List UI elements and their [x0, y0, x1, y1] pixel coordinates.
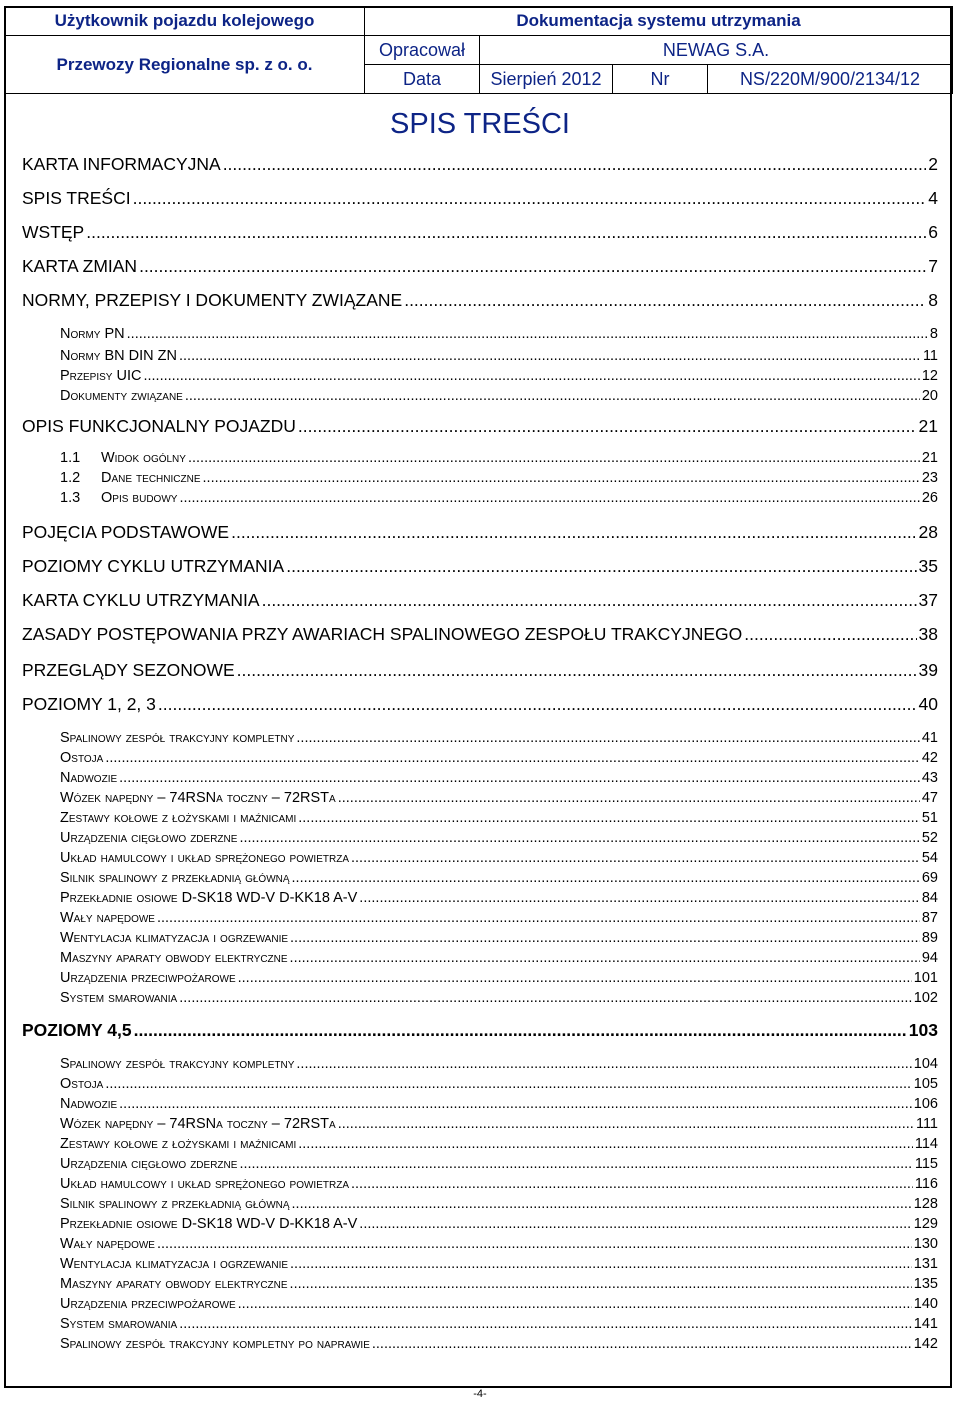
- toc-entry-page: 52: [921, 830, 938, 846]
- toc-leader-dots: [185, 388, 920, 404]
- toc-entry[interactable]: [60, 830, 938, 846]
- toc-entry-label: PRZEGLĄDY SEZONOWE: [22, 660, 235, 680]
- toc-entry[interactable]: [22, 416, 938, 437]
- toc-entry[interactable]: [22, 590, 938, 611]
- toc-entry-label: 1.3 Opis budowy: [60, 490, 178, 506]
- toc-entry-page: 87: [921, 910, 938, 926]
- toc-entry[interactable]: [60, 1296, 938, 1312]
- toc-entry-label: 1.2 Dane techniczne: [60, 470, 201, 486]
- toc-entry[interactable]: [60, 1216, 938, 1232]
- toc-entry-page: 41: [921, 730, 938, 746]
- toc-entry-page: 140: [913, 1296, 938, 1312]
- toc-leader-dots: [298, 810, 920, 826]
- toc-entry-page: 8: [929, 326, 938, 342]
- toc-entry[interactable]: [60, 1316, 938, 1332]
- toc-leader-dots: [179, 1316, 912, 1332]
- toc-entry-label: Wentylacja klimatyzacja i ogrzewanie: [60, 930, 289, 946]
- toc-leader-dots: [231, 522, 916, 543]
- toc-entry-label: Wały napędowe: [60, 910, 155, 926]
- toc-entry[interactable]: [60, 1336, 938, 1352]
- toc-entry-page: 128: [913, 1196, 938, 1212]
- toc-entry-page: 37: [918, 590, 938, 610]
- toc-entry-label: Wały napędowe: [60, 1236, 155, 1252]
- toc-entry[interactable]: [22, 256, 938, 277]
- toc-leader-dots: [143, 368, 919, 384]
- toc-entry-label: Przekładnie osiowe D-SK18 WD-V D-KK18 A-V: [60, 1216, 358, 1232]
- toc-leader-dots: [290, 1276, 912, 1292]
- toc-entry-label: SPIS TREŚCI: [22, 188, 131, 208]
- toc-entry-page: 114: [914, 1136, 938, 1152]
- toc-entry-label: Nadwozie: [60, 770, 118, 786]
- toc-entry-page: 40: [918, 694, 938, 714]
- toc-entry-page: 101: [913, 970, 938, 986]
- toc-entry-page: 7: [928, 256, 938, 276]
- toc-entry-label: Dokumenty związane: [60, 388, 183, 404]
- toc-entry-page: 20: [921, 388, 938, 404]
- toc-entry-page: 38: [918, 624, 938, 644]
- toc-entry[interactable]: [22, 1020, 938, 1041]
- toc-entry-label: Urządzenia przeciwpożarowe: [60, 1296, 236, 1312]
- toc-leader-dots: [372, 1336, 912, 1352]
- toc-entry[interactable]: [60, 730, 938, 746]
- toc-entry[interactable]: [22, 624, 938, 645]
- toc-entry-page: 84: [921, 890, 938, 906]
- toc-leader-dots: [179, 990, 912, 1006]
- toc-leader-dots: [134, 1020, 907, 1041]
- toc-entry-label: ZASADY POSTĘPOWANIA PRZY AWARIACH SPALINOWEGO ZESPOŁU TRAKCYJNEGO: [22, 624, 743, 644]
- toc-leader-dots: [86, 222, 926, 243]
- toc-leader-dots: [290, 1256, 912, 1272]
- nr-label: Nr: [613, 65, 708, 94]
- prepared-value: NEWAG S.A.: [480, 36, 953, 65]
- toc-leader-dots: [203, 470, 920, 486]
- toc-entry-page: 102: [913, 990, 938, 1006]
- toc-leader-dots: [359, 890, 920, 906]
- toc-entry-number: 1.3: [60, 490, 81, 506]
- toc-leader-dots: [157, 910, 920, 926]
- toc-entry-page: 28: [918, 522, 938, 542]
- toc-entry[interactable]: [22, 556, 938, 577]
- toc-entry[interactable]: [60, 930, 938, 946]
- toc-entry[interactable]: [60, 348, 938, 364]
- toc-entry-page: 4: [928, 188, 938, 208]
- toc-entry-label: POJĘCIA PODSTAWOWE: [22, 522, 230, 542]
- toc-entry-page: 115: [914, 1156, 938, 1172]
- toc-entry-label: OPIS FUNKCJONALNY POJAZDU: [22, 416, 296, 436]
- toc-leader-dots: [105, 750, 920, 766]
- toc-entry-label: Układ hamulcowy i układ sprężonego powietrza: [60, 1176, 349, 1192]
- toc-entry[interactable]: [60, 490, 938, 506]
- toc-entry[interactable]: [60, 890, 938, 906]
- toc-entry-page: 69: [921, 870, 938, 886]
- toc-entry-label: Nadwozie: [60, 1096, 118, 1112]
- toc-leader-dots: [239, 1156, 912, 1172]
- toc-entry-page: 135: [913, 1276, 938, 1292]
- toc-entry[interactable]: [60, 450, 938, 466]
- toc-leader-dots: [298, 416, 917, 437]
- toc-entry-label: WSTĘP: [22, 222, 85, 242]
- toc-entry-page: 104: [913, 1056, 938, 1072]
- toc-leader-dots: [338, 1116, 914, 1132]
- toc-entry[interactable]: [60, 388, 938, 404]
- toc-entry[interactable]: [60, 1236, 938, 1252]
- toc-entry-label: System smarowania: [60, 1316, 178, 1332]
- toc-leader-dots: [296, 1056, 911, 1072]
- toc-entry[interactable]: [22, 694, 938, 715]
- toc-entry[interactable]: [60, 326, 938, 342]
- toc-entry-label: Silnik spalinowy z przekładnią główną: [60, 870, 290, 886]
- toc-entry-number: 1.1: [60, 450, 81, 466]
- toc-leader-dots: [298, 1136, 913, 1152]
- toc-leader-dots: [351, 1176, 913, 1192]
- toc-leader-dots: [179, 348, 921, 364]
- toc-entry-label: Maszyny aparaty obwody elektryczne: [60, 950, 288, 966]
- toc-entry[interactable]: [60, 1116, 938, 1132]
- toc-entry[interactable]: [60, 1276, 938, 1292]
- toc-entry-label: Ostoja: [60, 1076, 104, 1092]
- toc-entry[interactable]: [60, 950, 938, 966]
- toc-entry-page: 21: [921, 450, 938, 466]
- toc-leader-dots: [179, 490, 919, 506]
- toc-entry-label: Wózek napędny – 74RSNa toczny – 72RSTa: [60, 1116, 336, 1132]
- toc-leader-dots: [292, 1196, 912, 1212]
- toc-entry[interactable]: [60, 790, 938, 806]
- toc-entry-label: KARTA CYKLU UTRZYMANIA: [22, 590, 260, 610]
- toc-entry[interactable]: [60, 770, 938, 786]
- toc-entry-page: 116: [914, 1176, 938, 1192]
- toc-leader-dots: [338, 790, 920, 806]
- toc-leader-dots: [158, 694, 917, 715]
- toc-leader-dots: [404, 290, 926, 311]
- toc-entry[interactable]: [22, 222, 938, 243]
- toc-entry-label: Układ hamulcowy i układ sprężonego powietrza: [60, 850, 349, 866]
- toc-entry-label: Spalinowy zespół trakcyjny kompletny: [60, 730, 295, 746]
- toc-entry-page: 39: [918, 660, 938, 680]
- toc-entry-page: 35: [918, 556, 938, 576]
- toc-entry-page: 11: [922, 348, 938, 364]
- toc-entry-label: Normy BN DIN ZN: [60, 348, 177, 364]
- toc-entry-page: 26: [921, 490, 938, 506]
- toc-entry-page: 47: [921, 790, 938, 806]
- toc-entry[interactable]: [60, 1076, 938, 1092]
- document-header: [4, 6, 953, 94]
- toc-entry-label: System smarowania: [60, 990, 178, 1006]
- toc-leader-dots: [290, 930, 920, 946]
- toc-entry[interactable]: [60, 1096, 938, 1112]
- toc-entry[interactable]: [60, 970, 938, 986]
- toc-entry-label: Spalinowy zespół trakcyjny kompletny: [60, 1056, 295, 1072]
- toc-entry-page: 23: [921, 470, 938, 486]
- toc-entry-page: 54: [921, 850, 938, 866]
- toc-entry[interactable]: [22, 660, 938, 681]
- toc-entry-label: Wózek napędny – 74RSNa toczny – 72RSTa: [60, 790, 336, 806]
- toc-entry[interactable]: [60, 1136, 938, 1152]
- toc-leader-dots: [296, 730, 919, 746]
- toc-entry-page: 129: [913, 1216, 938, 1232]
- toc-entry-page: 8: [928, 290, 938, 310]
- company-name: Przewozy Regionalne sp. z o. o.: [5, 36, 365, 94]
- toc-leader-dots: [105, 1076, 911, 1092]
- toc-entry-page: 43: [921, 770, 938, 786]
- toc-entry-label: Normy PN: [60, 326, 125, 342]
- toc-entry-label: Zestawy kołowe z łożyskami i maźnicami: [60, 810, 297, 826]
- toc-entry-label: Urządzenia cięgłowo zderzne: [60, 1156, 238, 1172]
- toc-entry-page: 89: [921, 930, 938, 946]
- toc-entry[interactable]: [22, 154, 938, 175]
- toc-entry-label: POZIOMY 4,5: [22, 1020, 132, 1040]
- toc-leader-dots: [351, 850, 920, 866]
- toc-entry-page: 141: [913, 1316, 938, 1332]
- toc-entry-page: 6: [928, 222, 938, 242]
- toc-leader-dots: [119, 770, 920, 786]
- toc-entry-label: Zestawy kołowe z łożyskami i maźnicami: [60, 1136, 297, 1152]
- toc-entry-number: 1.2: [60, 470, 81, 486]
- system-label: Dokumentacja systemu utrzymania: [365, 7, 953, 36]
- toc-entry-label: KARTA ZMIAN: [22, 256, 138, 276]
- toc-entry[interactable]: [60, 470, 938, 486]
- toc-leader-dots: [359, 1216, 912, 1232]
- toc-entry-label: Spalinowy zespół trakcyjny kompletny po naprawie: [60, 1336, 370, 1352]
- toc-leader-dots: [744, 624, 916, 645]
- toc-entry-page: 42: [921, 750, 938, 766]
- toc-entry[interactable]: [60, 990, 938, 1006]
- toc-entry-label: Urządzenia przeciwpożarowe: [60, 970, 236, 986]
- toc-entry-label: Maszyny aparaty obwody elektryczne: [60, 1276, 288, 1292]
- toc-leader-dots: [286, 556, 916, 577]
- toc-entry-label: Przekładnie osiowe D-SK18 WD-V D-KK18 A-V: [60, 890, 358, 906]
- toc-entry-label: Wentylacja klimatyzacja i ogrzewanie: [60, 1256, 289, 1272]
- toc-entry-page: 130: [913, 1236, 938, 1252]
- prepared-label: Opracował: [365, 36, 480, 65]
- toc-entry[interactable]: [60, 750, 938, 766]
- toc-entry-page: 131: [913, 1256, 938, 1272]
- nr-value: NS/220M/900/2134/12: [708, 65, 953, 94]
- toc-entry-label: Przepisy UIC: [60, 368, 142, 384]
- user-label: Użytkownik pojazdu kolejowego: [5, 7, 365, 36]
- toc-leader-dots: [290, 950, 920, 966]
- toc-entry[interactable]: [60, 910, 938, 926]
- toc-entry[interactable]: [60, 1196, 938, 1212]
- toc-leader-dots: [239, 830, 919, 846]
- toc-leader-dots: [292, 870, 920, 886]
- toc-entry-label: Silnik spalinowy z przekładnią główną: [60, 1196, 290, 1212]
- toc-leader-dots: [238, 970, 912, 986]
- page-title: SPIS TREŚCI: [390, 108, 570, 140]
- date-label: Data: [365, 65, 480, 94]
- toc-entry[interactable]: [60, 1176, 938, 1192]
- toc-entry-page: 111: [915, 1116, 938, 1132]
- toc-entry[interactable]: [60, 870, 938, 886]
- toc-leader-dots: [133, 188, 927, 209]
- toc-entry[interactable]: [60, 810, 938, 826]
- toc-entry-page: 105: [913, 1076, 938, 1092]
- toc-entry[interactable]: [22, 188, 938, 209]
- toc-entry-page: 94: [921, 950, 938, 966]
- toc-entry-page: 2: [928, 154, 938, 174]
- toc-leader-dots: [223, 154, 927, 175]
- toc-entry-label: KARTA INFORMACYJNA: [22, 154, 221, 174]
- date-value: Sierpień 2012: [480, 65, 613, 94]
- toc-entry[interactable]: [22, 290, 938, 311]
- toc-entry-label: POZIOMY 1, 2, 3: [22, 694, 156, 714]
- toc-leader-dots: [188, 450, 920, 466]
- toc-entry[interactable]: [22, 522, 938, 543]
- toc-entry-label: Ostoja: [60, 750, 104, 766]
- toc-entry-label: NORMY, PRZEPISY I DOKUMENTY ZWIĄZANE: [22, 290, 403, 310]
- toc-entry-page: 12: [921, 368, 938, 384]
- toc-entry-label: Urządzenia cięgłowo zderzne: [60, 830, 238, 846]
- toc-leader-dots: [237, 660, 917, 681]
- toc-entry-page: 103: [908, 1020, 938, 1040]
- toc-leader-dots: [262, 590, 917, 611]
- toc-entry-page: 21: [918, 416, 938, 436]
- page-number: -4-: [473, 1388, 487, 1400]
- toc-entry-page: 142: [913, 1336, 938, 1352]
- toc-entry[interactable]: [60, 1156, 938, 1172]
- toc-entry[interactable]: [60, 1256, 938, 1272]
- toc-entry-page: 51: [921, 810, 938, 826]
- toc-leader-dots: [139, 256, 926, 277]
- toc-entry[interactable]: [60, 368, 938, 384]
- toc-entry[interactable]: [60, 850, 938, 866]
- toc-entry-label: POZIOMY CYKLU UTRZYMANIA: [22, 556, 285, 576]
- toc-leader-dots: [119, 1096, 912, 1112]
- toc-leader-dots: [127, 326, 928, 342]
- toc-entry-label: 1.1 Widok ogólny: [60, 450, 186, 466]
- toc-leader-dots: [157, 1236, 912, 1252]
- toc-entry-page: 106: [913, 1096, 938, 1112]
- toc-entry[interactable]: [60, 1056, 938, 1072]
- toc-leader-dots: [238, 1296, 912, 1312]
